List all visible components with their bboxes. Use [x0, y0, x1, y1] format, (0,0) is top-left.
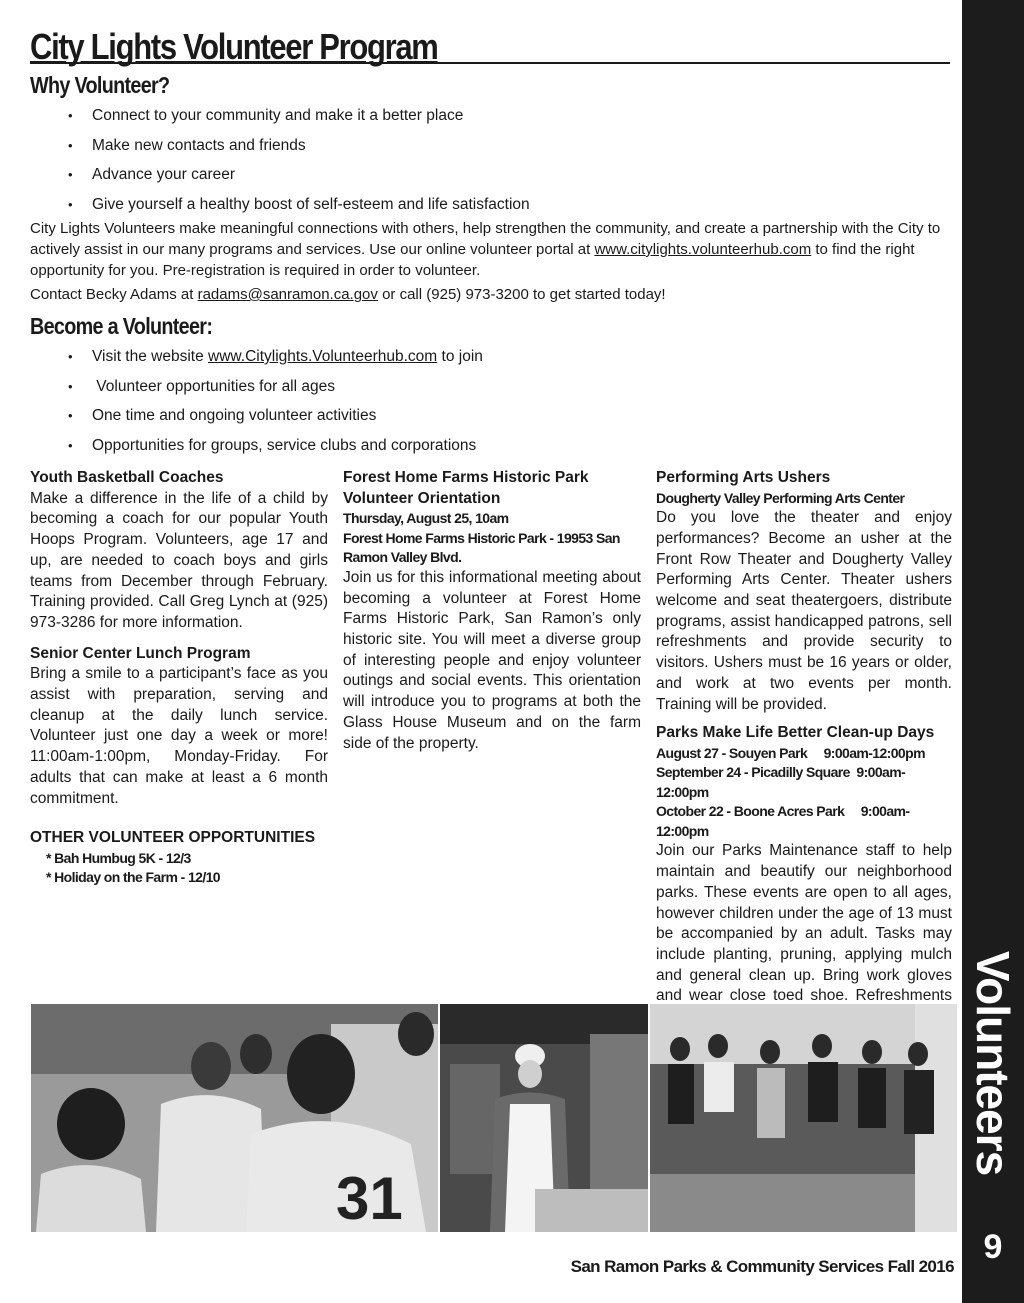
- other-opportunity-item: * Bah Humbug 5K - 12/3: [46, 849, 191, 866]
- intro-paragraph: [30, 218, 954, 281]
- forest-home-text: Join us for this informational meeting about becoming a volunteer at Forest Home Farms Historic Park, San Ramon’s only historic site. You will meet a diverse group of interesting people and enjoy volunteer outings and social events. This orientation will introduce you to programs at both the Glass House Museum and on the farm side of the property.: [343, 568, 641, 752]
- list-item: • Opportunities for groups, service clubs and corporations: [30, 431, 483, 461]
- contact-text-end: or call (925) 973-3200 to get started today!: [382, 286, 666, 303]
- intro-text: City Lights Volunteers make meaningful connections with others, help strengthen the community, and create a partnership with the City to actively assist in our many programs and services. Use our online volunteer portal at: [30, 220, 941, 258]
- volunteerhub-link[interactable]: www.citylights.volunteerhub.com: [594, 241, 812, 258]
- column-1: [30, 468, 328, 888]
- cleanup-date: August 27 - Souyen Park: [656, 744, 808, 761]
- contact-text: Contact Becky Adams at: [30, 286, 194, 303]
- cleanup-date: September 24 - Picadilly Square: [656, 764, 850, 781]
- list-item: • Make new contacts and friends: [30, 131, 530, 161]
- why-volunteer-list: [30, 101, 530, 219]
- farm-volunteer-photo: [440, 1004, 648, 1232]
- cleanup-time: 9:00am-12:00pm: [656, 803, 910, 839]
- cleanup-time: 9:00am-12:00pm: [823, 744, 925, 761]
- contact-paragraph: [30, 284, 954, 305]
- svg-text:31: 31: [336, 1165, 403, 1232]
- youth-basketball-text: Make a difference in the life of a child by becoming a coach for our popular Youth Hoops Program. Volunteers, age 17 and up, are needed to coach boys and girls teams from December through February. Training provided. Call Greg Lynch at (925) 973-3286 for more information.: [30, 489, 328, 631]
- column-2: [343, 468, 641, 754]
- title-rule: [30, 62, 950, 64]
- youth-basketball-heading: Youth Basketball Coaches: [30, 469, 224, 486]
- page-number: 9: [983, 1228, 1003, 1266]
- cleanup-date-row: [656, 802, 952, 841]
- become-volunteer-list: [30, 342, 483, 460]
- volunteerhub-site-link[interactable]: www.Citylights.Volunteerhub.com: [208, 348, 438, 365]
- cleanup-date-row: [656, 744, 952, 764]
- other-opportunity-item: * Holiday on the Farm - 12/10: [46, 869, 220, 886]
- column-3: [656, 468, 952, 1028]
- become-volunteer-heading: Become a Volunteer:: [30, 313, 213, 339]
- section-label: Volunteers: [967, 950, 1019, 1176]
- page-title: City Lights Volunteer Program: [30, 26, 438, 67]
- forest-home-heading: Forest Home Farms Historic Park Volunteer Orientation: [343, 469, 589, 507]
- ushers-venue: Dougherty Valley Performing Arts Center: [656, 489, 905, 506]
- list-item: • Advance your career: [30, 160, 530, 190]
- basketball-coaches-photo: [31, 1004, 438, 1232]
- cleanup-date: October 22 - Boone Acres Park: [656, 803, 845, 820]
- list-item: • Connect to your community and make it a better place: [30, 101, 530, 131]
- senior-lunch-heading: Senior Center Lunch Program: [30, 644, 251, 662]
- ushers-text: Do you love the theater and enjoy performances? Become an usher at the Front Row Theater and Dougherty Valley Performing Arts Center. Theater ushers welcome and seat theatergoers, distribute programs, assist handicapped patrons, sell refreshments and provide security to visitors. Ushers must be 16 years or older, and work at two events per month. Training will be provided.: [656, 509, 952, 713]
- orientation-date: Thursday, August 25, 10am: [343, 510, 509, 527]
- intro-text-end: to find the right opportunity for you. Pre-registration is required in order to volunteer.: [30, 241, 915, 279]
- ushers-heading: Performing Arts Ushers: [656, 469, 831, 486]
- why-volunteer-heading: Why Volunteer?: [30, 72, 170, 98]
- list-item-text: to join: [441, 348, 483, 365]
- list-item: • Give yourself a healthy boost of self-esteem and life satisfaction: [30, 190, 530, 220]
- cleanup-date-row: [656, 763, 952, 802]
- orientation-location: Forest Home Farms Historic Park - 19953 San Ramon Valley Blvd.: [343, 529, 620, 566]
- list-item: • Volunteer opportunities for all ages: [30, 372, 483, 402]
- footer-text: San Ramon Parks & Community Services Fall 2016: [570, 1257, 954, 1276]
- list-item-text: Visit the website: [92, 348, 204, 365]
- list-item: [30, 342, 483, 372]
- contact-email-link[interactable]: radams@sanramon.ca.gov: [197, 286, 378, 303]
- senior-lunch-text: Bring a smile to a participant’s face as you assist with preparation, serving and cleanup at the daily lunch service. Volunteer just one day a week or more! 11:00am-1:00pm, Monday-Friday. For adults that can make at least a 6 month commitment.: [30, 665, 328, 807]
- park-cleanup-photo: [650, 1004, 957, 1232]
- other-opportunities-heading: OTHER VOLUNTEER OPPORTUNITIES: [30, 829, 316, 847]
- cleanup-text: Join our Parks Maintenance staff to help maintain and beautify our neighborhood parks. These events are open to all ages, however children under the age of 13 must be accompanied by an adult. Tasks may include planting, pruning, applying mulch and general clean up. Bring work gloves and wear close toed shoe. Refreshments: [656, 842, 952, 1005]
- list-item: • One time and ongoing volunteer activities: [30, 401, 483, 431]
- cleanup-days-heading: Parks Make Life Better Clean-up Days: [656, 724, 935, 742]
- cleanup-time: 9:00am-12:00pm: [656, 764, 906, 800]
